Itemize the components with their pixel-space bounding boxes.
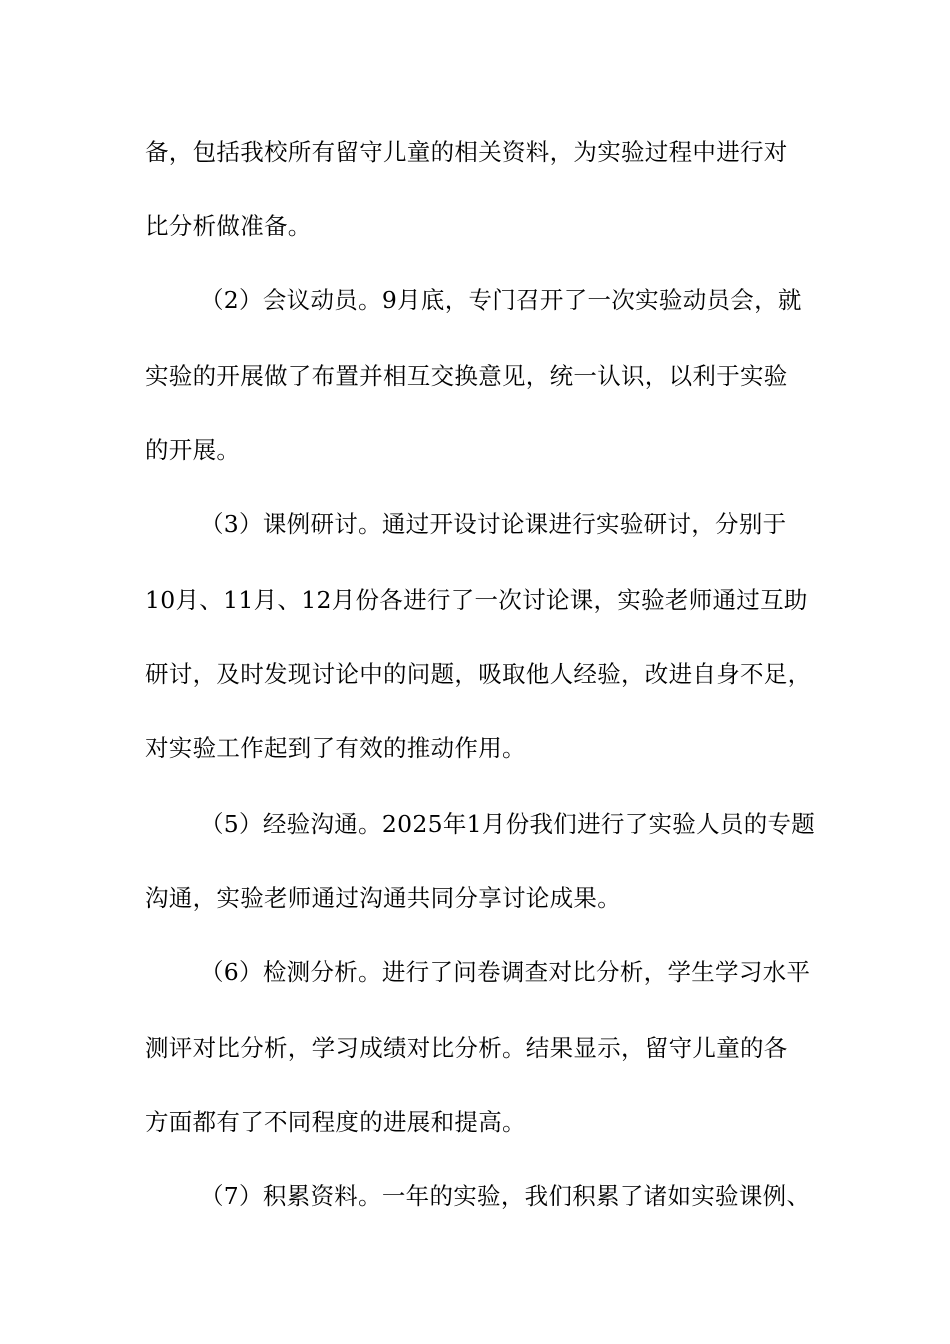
text-line: 研讨，及时发现讨论中的问题，吸取他人经验，改进自身不足， xyxy=(145,660,812,688)
text-line: 方面都有了不同程度的进展和提高。 xyxy=(145,1108,526,1136)
text-line: 比分析做准备。 xyxy=(145,212,312,240)
text-line: 备，包括我校所有留守儿童的相关资料，为实验过程中进行对 xyxy=(145,138,788,166)
text-line: 10月、11月、12月份各进行了一次讨论课，实验老师通过互助 xyxy=(145,586,808,614)
paragraph-start-line: （7）积累资料。一年的实验，我们积累了诸如实验课例、 xyxy=(200,1182,811,1210)
text-line: 对实验工作起到了有效的推动作用。 xyxy=(145,734,526,762)
paragraph-start-line: （6）检测分析。进行了问卷调查对比分析，学生学习水平 xyxy=(200,958,811,986)
text-line: 沟通，实验老师通过沟通共同分享讨论成果。 xyxy=(145,884,621,912)
text-line: 实验的开展做了布置并相互交换意见，统一认识，以利于实验 xyxy=(145,362,788,390)
text-line: 的开展。 xyxy=(145,436,241,464)
paragraph-start-line: （5）经验沟通。2025年1月份我们进行了实验人员的专题 xyxy=(200,810,816,838)
paragraph-start-line: （3）课例研讨。通过开设讨论课进行实验研讨，分别于 xyxy=(200,510,787,538)
paragraph-start-line: （2）会议动员。9月底，专门召开了一次实验动员会，就 xyxy=(200,286,802,314)
text-line: 测评对比分析，学习成绩对比分析。结果显示，留守儿童的各 xyxy=(145,1034,788,1062)
